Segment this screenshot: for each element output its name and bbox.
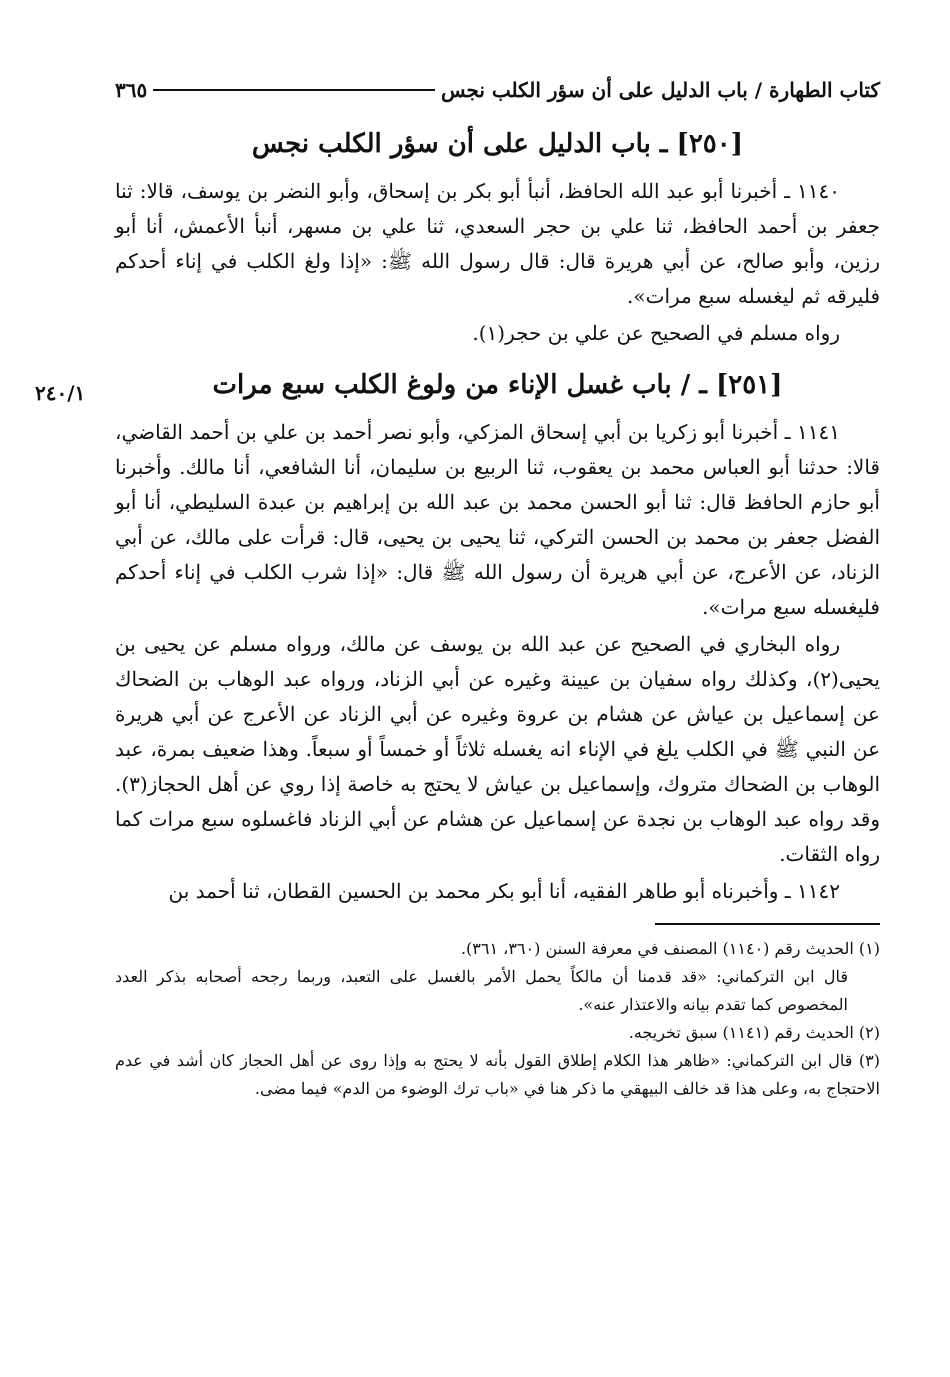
footnote-3: (٣) قال ابن التركماني: «ظاهر هذا الكلام إطلاق القول بأنه لا يحتج به وإذا روى عن أهل الحجاز كان أشد في عدم الاحتجاج به، وعلى هذا قد خالف البيهقي ما ذكر هنا في «باب ترك الوضوء من الدم» فيما مضى.: [115, 1051, 880, 1098]
header-rule: [153, 89, 435, 91]
book-page: [35, 70, 880, 1103]
riwaya-1140: رواه مسلم في الصحيح عن علي بن حجر(١).: [472, 321, 840, 345]
page-number: ٣٦٥: [115, 78, 148, 102]
running-header: [115, 70, 880, 110]
riwaya-1141: رواه البخاري في الصحيح عن عبد الله بن يوسف عن مالك، ورواه مسلم عن يحيى بن يحيى(٢)، وكذلك رواه سفيان بن عيينة وغيره عن أبي الزناد، ورواه عبد الوهاب بن الضحاك عن إسماعيل بن عياش عن هشام بن عروة وغيره عن أبي الزناد عن الأعرج عن أبي هريرة عن النبي ﷺ في الكلب يلغ في الإناء انه يغسله ثلاثاً أو خمساً أو سبعاً. وهذا ضعيف بمرة، عبد الوهاب بن الضحاك متروك، وإسماعيل بن عياش لا يحتج به خاصة إذا روي عن أهل الحجاز(٣). وقد رواه عبد الوهاب بن نجدة عن إسماعيل عن هشام عن أبي الزناد فاغسلوه سبع مرات كما رواه الثقات.: [115, 632, 880, 866]
chapter-251-heading: [35, 365, 880, 405]
footnote-rule: [655, 923, 880, 925]
hadith-1142: ١١٤٢ ـ وأخبرناه أبو طاهر الفقيه، أنا أبو بكر محمد بن الحسين القطان، ثنا أحمد بن: [168, 879, 840, 903]
chapter-251-title: [٢٥١] ـ / باب غسل الإناء من ولوغ الكلب سبع مرات: [212, 370, 783, 400]
hadith-1140: ١١٤٠ ـ أخبرنا أبو عبد الله الحافظ، أنبأ أبو بكر بن إسحاق، وأبو النضر بن يوسف، قالا: ثنا جعفر بن أحمد الحافظ، ثنا علي بن حجر السعدي، ثنا علي بن مسهر، أنبأ الأعمش، أنا أبو رزين، وأبو صالح، عن أبي هريرة قال: قال رسول الله ﷺ: «إذا ولغ الكلب في إناء أحدكم فليرقه ثم ليغسله سبع مرات».: [115, 179, 880, 308]
margin-volume-ref: ٢٤٠/١: [35, 381, 86, 405]
chapter-250-title: [٢٥٠] ـ باب الدليل على أن سؤر الكلب نجس: [251, 129, 744, 159]
hadith-1141: ١١٤١ ـ أخبرنا أبو زكريا بن أبي إسحاق المزكي، وأبو نصر أحمد بن علي بن أحمد القاضي، قالا: حدثنا أبو العباس محمد بن يعقوب، ثنا الربيع بن سليمان، أنا الشافعي، أنا مالك. وأخبرنا أبو حازم الحافظ قال: ثنا أبو الحسن محمد بن عبد الله بن إبراهيم بن عبدة السليطي، أنا أبو الفضل جعفر بن محمد بن الحسن التركي، ثنا يحيى بن يحيى، قال: قرأت على مالك، عن أبي الزناد، عن الأعرج، عن أبي هريرة أن رسول الله ﷺ قال: «إذا شرب الكلب في إناء أحدكم فليغسله سبع مرات».: [115, 420, 880, 619]
footnote-2: (٢) الحديث رقم (١١٤١) سبق تخريجه.: [628, 1023, 880, 1042]
running-title: كتاب الطهارة / باب الدليل على أن سؤر الكلب نجس: [440, 78, 880, 102]
footnote-1-continuation: قال ابن التركماني: «قد قدمنا أن مالكاً يحمل الأمر بالغسل على التعبد، وربما رجحه أصحابه بذكر العدد المخصوص كما تقدم بيانه والاعتذار عنه».: [115, 967, 848, 1014]
footnote-1: (١) الحديث رقم (١١٤٠) المصنف في معرفة السنن (٣٦٠، ٣٦١).: [460, 939, 880, 958]
